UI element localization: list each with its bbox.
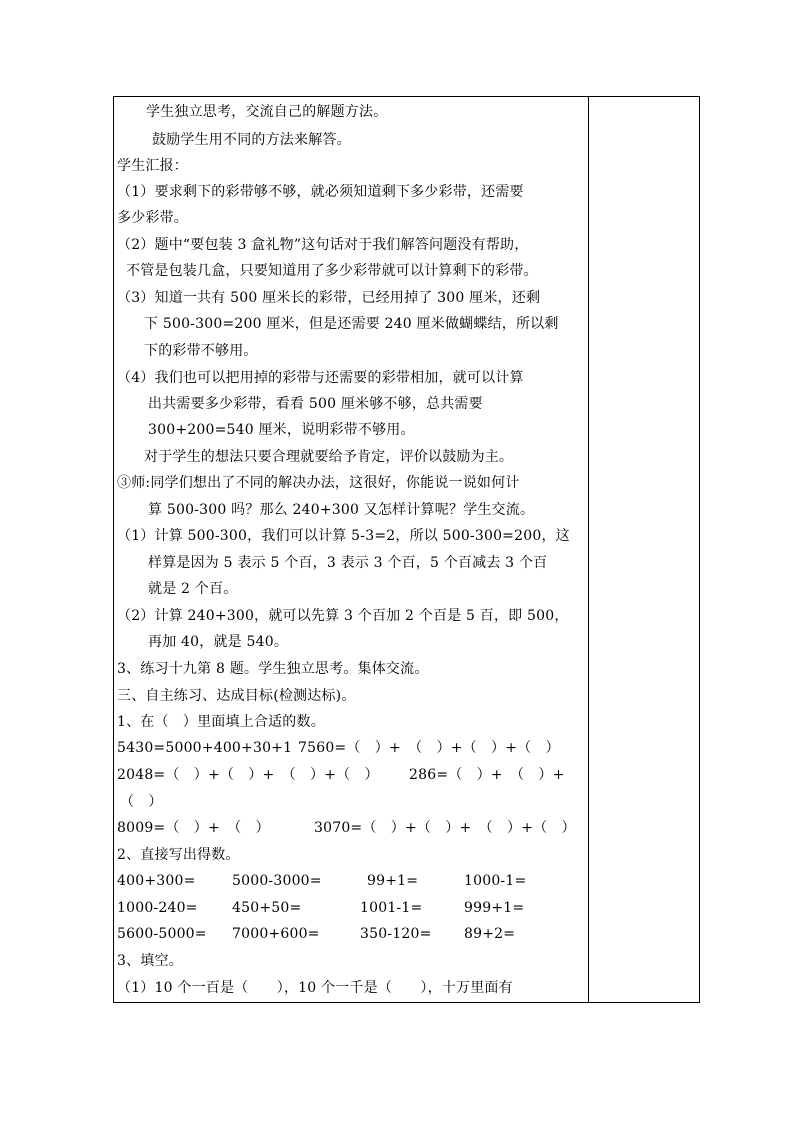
calc-item: 5000-3000= [232,873,322,889]
text-line: 算 500-300 吗？那么 240+300 又怎样计算呢？学生交流。 [148,502,535,518]
calc-item: 999+1= [464,900,525,916]
text-line: 多少彩带。 [117,210,188,226]
calc-item: 99+1= [367,873,419,889]
text-line: （1）计算 500-300，我们可以计算 5-3=2，所以 500-300=200，这 [117,528,570,544]
text-line: 下的彩带不够用。 [144,343,258,359]
text-line: 300+200=540 厘米，说明彩带不够用。 [148,422,415,438]
lesson-table [113,96,700,1003]
text-line: 出共需要多少彩带，看看 500 厘米够不够，总共需要 [148,396,483,412]
calc-item: 400+300= [117,873,196,889]
calc-item: 89+2= [464,926,516,942]
text-line: 不管是包装几盒，只要知道用了多少彩带就可以计算剩下的彩带。 [126,263,538,279]
exercise-item: 286=（ ）+ （ ）+ [409,767,565,783]
text-line: 学生独立思考，交流自己的解题方法。 [146,104,388,120]
lesson-content [114,97,588,1002]
text-line: 学生汇报： [117,158,188,174]
text-line: 1、在（ ）里面填上合适的数。 [117,714,325,730]
calc-item: 450+50= [232,900,302,916]
text-line: 2、直接写出得数。 [117,847,240,863]
text-line: 鼓励学生用不同的方法来解答。 [152,132,351,148]
text-line: （1）10 个一百是（ ），10 个一千是（ ），十万里面有 [117,980,513,996]
column-divider [588,97,589,1002]
text-line: （3）知道一共有 500 厘米长的彩带，已经用掉了 300 厘米，还剩 [117,290,541,306]
text-line: ③师:同学们想出了不同的解决办法，这很好，你能说一说如何计 [117,475,520,491]
text-line: 再加 40，就是 540。 [148,634,289,650]
calc-item: 7000+600= [232,926,320,942]
text-line: 就是 2 个百。 [148,581,238,597]
text-line: 样算是因为 5 表示 5 个百，3 表示 3 个百，5 个百减去 3 个百 [148,555,548,571]
text-line: 3、练习十九第 8 题。学生独立思考。集体交流。 [117,661,429,677]
exercise-item: 2048=（ ）+（ ）+ （ ）+（ ） [117,767,379,783]
calc-item: 1000-1= [464,873,527,889]
text-line: 下 500-300=200 厘米，但是还需要 240 厘米做蝴蝶结，所以剩 [144,316,559,332]
exercise-item: 8009=（ ）+ （ ） [117,820,270,836]
calc-item: 1001-1= [360,900,423,916]
calc-item: 1000-240= [117,900,198,916]
exercise-item: （ ） [120,794,163,810]
calc-item: 350-120= [360,926,432,942]
text-line: （4）我们也可以把用掉的彩带与还需要的彩带相加，就可以计算 [117,370,524,386]
exercise-item: 5430=5000+400+30+1 [117,740,293,756]
text-line: 3、填空。 [117,953,183,969]
exercise-item: 3070=（ ）+（ ）+ （ ）+（ ） [314,820,576,836]
calc-item: 5600-5000= [117,926,207,942]
text-line: （2）题中“要包装 3 盒礼物”这句话对于我们解答问题没有帮助， [117,237,529,253]
text-line: 三、自主练习、达成目标(检测达标)。 [117,688,356,704]
text-line: 对于学生的想法只要合理就要给予肯定，评价以鼓励为主。 [144,449,514,465]
text-line: （2）计算 240+300，就可以先算 3 个百加 2 个百是 5 百，即 500， [117,608,569,624]
exercise-item: 7560=（ ）+ （ ）+（ ）+（ ） [298,740,560,756]
text-line: （1）要求剩下的彩带够不够，就必须知道剩下多少彩带，还需要 [117,184,524,200]
